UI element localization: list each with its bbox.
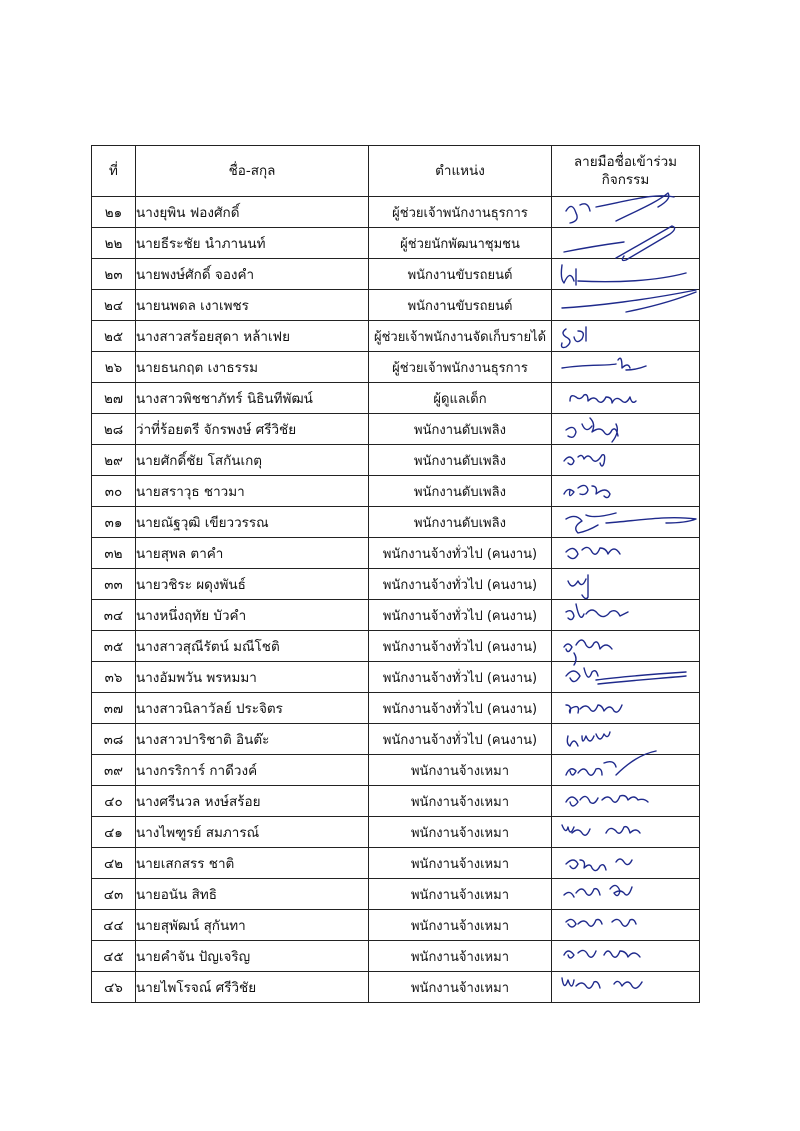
table-row (92, 569, 700, 600)
row-number: ๒๘ (92, 414, 136, 445)
row-signature-cell (552, 538, 700, 569)
row-signature-cell (552, 848, 700, 879)
row-signature-cell (552, 879, 700, 910)
row-number: ๒๙ (92, 445, 136, 476)
row-position: พนักงานจ้างทั่วไป (คนงาน) (369, 662, 552, 693)
row-full-name: นายวชิระ ผดุงพันธ์ (136, 569, 369, 600)
row-position: พนักงานดับเพลิง (369, 414, 552, 445)
row-signature-cell (552, 476, 700, 507)
row-number: ๓๑ (92, 507, 136, 538)
row-full-name: นางสาวสุณีรัตน์ มณีโชติ (136, 631, 369, 662)
row-number: ๓๖ (92, 662, 136, 693)
table-row (92, 972, 700, 1003)
row-full-name: นายศักดิ์ชัย โสกันเกตุ (136, 445, 369, 476)
row-position: ผู้ดูแลเด็ก (369, 383, 552, 414)
row-position: พนักงานจ้างทั่วไป (คนงาน) (369, 693, 552, 724)
row-number: ๓๔ (92, 600, 136, 631)
table-row (92, 352, 700, 383)
header-no: ที่ (92, 146, 136, 197)
row-full-name: นายไพโรจณ์ ศรีวิชัย (136, 972, 369, 1003)
row-number: ๒๗ (92, 383, 136, 414)
row-signature-cell (552, 724, 700, 755)
table-row (92, 445, 700, 476)
row-number: ๓๒ (92, 538, 136, 569)
table-header-row (92, 146, 700, 197)
row-signature-cell (552, 445, 700, 476)
row-number: ๒๑ (92, 197, 136, 228)
row-number: ๔๒ (92, 848, 136, 879)
row-number: ๔๐ (92, 786, 136, 817)
row-signature-cell (552, 321, 700, 352)
row-full-name: นางหนึ่งฤทัย บัวคำ (136, 600, 369, 631)
row-full-name: นางอัมพวัน พรหมมา (136, 662, 369, 693)
row-number: ๓๓ (92, 569, 136, 600)
row-signature-cell (552, 786, 700, 817)
row-number: ๒๓ (92, 259, 136, 290)
row-full-name: นายสุพัฒน์ สุกันทา (136, 910, 369, 941)
table-row (92, 631, 700, 662)
row-position: พนักงานจ้างทั่วไป (คนงาน) (369, 631, 552, 662)
row-signature-cell (552, 352, 700, 383)
row-number: ๒๔ (92, 290, 136, 321)
row-number: ๔๑ (92, 817, 136, 848)
table-row (92, 383, 700, 414)
row-signature-cell (552, 600, 700, 631)
row-number: ๔๔ (92, 910, 136, 941)
row-position: พนักงานจ้างเหมา (369, 972, 552, 1003)
table-body (92, 197, 700, 1003)
row-full-name: นายคำจัน ปัญเจริญ (136, 941, 369, 972)
row-signature-cell (552, 693, 700, 724)
row-full-name: นายธนกฤต เงาธรรม (136, 352, 369, 383)
row-full-name: นายพงษ์ศักดิ์ จองคำ (136, 259, 369, 290)
table-row (92, 321, 700, 352)
row-position: พนักงานจ้างทั่วไป (คนงาน) (369, 569, 552, 600)
row-position: ผู้ช่วยเจ้าพนักงานธุรการ (369, 352, 552, 383)
row-signature-cell (552, 910, 700, 941)
row-signature-cell (552, 631, 700, 662)
row-full-name: นางสาวสร้อยสุดา หล้าเฟย (136, 321, 369, 352)
row-full-name: นายสราวุธ ชาวมา (136, 476, 369, 507)
table-row (92, 848, 700, 879)
row-number: ๓๘ (92, 724, 136, 755)
row-full-name: นางยุพิน ฟองศักดิ์ (136, 197, 369, 228)
row-position: ผู้ช่วยเจ้าพนักงานธุรการ (369, 197, 552, 228)
table-row (92, 538, 700, 569)
row-full-name: นางกรริการ์ กาดีวงค์ (136, 755, 369, 786)
row-signature-cell (552, 383, 700, 414)
row-signature-cell (552, 755, 700, 786)
row-full-name: นางสาวนิลาวัลย์ ประจิตร (136, 693, 369, 724)
row-signature-cell (552, 259, 700, 290)
row-full-name: นางสาวพิชชาภัทร์ นิธินทีพัฒน์ (136, 383, 369, 414)
row-signature-cell (552, 817, 700, 848)
row-signature-cell (552, 662, 700, 693)
table-row (92, 786, 700, 817)
header-position: ตำแหน่ง (369, 146, 552, 197)
row-full-name: นางไพฑูรย์ สมภารณ์ (136, 817, 369, 848)
header-signature-line2: กิจกรรม (601, 172, 650, 188)
table-row (92, 476, 700, 507)
attendance-table (91, 145, 700, 1003)
row-signature-cell (552, 290, 700, 321)
row-position: พนักงานจ้างทั่วไป (คนงาน) (369, 600, 552, 631)
table-row (92, 228, 700, 259)
row-number: ๒๖ (92, 352, 136, 383)
row-number: ๒๕ (92, 321, 136, 352)
table-row (92, 507, 700, 538)
table-row (92, 724, 700, 755)
row-signature-cell (552, 569, 700, 600)
row-full-name: นายณัฐวุฒิ เขียววรรณ (136, 507, 369, 538)
row-number: ๔๕ (92, 941, 136, 972)
table-row (92, 600, 700, 631)
table-row (92, 259, 700, 290)
row-position: พนักงานจ้างทั่วไป (คนงาน) (369, 538, 552, 569)
table-row (92, 879, 700, 910)
row-position: พนักงานจ้างเหมา (369, 910, 552, 941)
row-position: พนักงานจ้างเหมา (369, 879, 552, 910)
row-signature-cell (552, 414, 700, 445)
row-position: ผู้ช่วยเจ้าพนักงานจัดเก็บรายได้ (369, 321, 552, 352)
row-position: พนักงานจ้างเหมา (369, 786, 552, 817)
row-signature-cell (552, 941, 700, 972)
row-position: พนักงานจ้างเหมา (369, 848, 552, 879)
table-row (92, 290, 700, 321)
table-row (92, 693, 700, 724)
row-position: พนักงานขับรถยนต์ (369, 259, 552, 290)
row-number: ๒๒ (92, 228, 136, 259)
row-position: ผู้ช่วยนักพัฒนาชุมชน (369, 228, 552, 259)
row-number: ๔๖ (92, 972, 136, 1003)
row-position: พนักงานจ้างเหมา (369, 817, 552, 848)
table-row (92, 755, 700, 786)
table-row (92, 817, 700, 848)
row-position: พนักงานจ้างเหมา (369, 755, 552, 786)
row-signature-cell (552, 507, 700, 538)
row-position: พนักงานดับเพลิง (369, 507, 552, 538)
table-row (92, 941, 700, 972)
row-position: พนักงานจ้างเหมา (369, 941, 552, 972)
row-full-name: นายสุพล ตาคำ (136, 538, 369, 569)
row-position: พนักงานดับเพลิง (369, 476, 552, 507)
row-full-name: นางสาวปาริชาติ อินต๊ะ (136, 724, 369, 755)
table-row (92, 414, 700, 445)
row-position: พนักงานจ้างทั่วไป (คนงาน) (369, 724, 552, 755)
row-position: พนักงานขับรถยนต์ (369, 290, 552, 321)
row-signature-cell (552, 972, 700, 1003)
header-name: ชื่อ-สกุล (136, 146, 369, 197)
row-full-name: นายอนัน สิทธิ (136, 879, 369, 910)
row-signature-cell (552, 228, 700, 259)
row-position: พนักงานดับเพลิง (369, 445, 552, 476)
row-signature-cell (552, 197, 700, 228)
row-number: ๓๗ (92, 693, 136, 724)
row-number: ๓๐ (92, 476, 136, 507)
row-full-name: นายเสกสรร ชาติ (136, 848, 369, 879)
row-full-name: นายธีระชัย นำภานนท์ (136, 228, 369, 259)
table-row (92, 662, 700, 693)
row-full-name: ว่าที่ร้อยตรี จักรพงษ์ ศรีวิชัย (136, 414, 369, 445)
row-full-name: นางศรีนวล หงษ์สร้อย (136, 786, 369, 817)
header-signature-line1: ลายมือชื่อเข้าร่วม (573, 154, 678, 170)
handwritten-signature (552, 968, 702, 1006)
table-row (92, 197, 700, 228)
row-number: ๓๕ (92, 631, 136, 662)
table-row (92, 910, 700, 941)
header-signature (552, 146, 700, 197)
row-number: ๓๙ (92, 755, 136, 786)
row-full-name: นายนพดล เงาเพชร (136, 290, 369, 321)
row-number: ๔๓ (92, 879, 136, 910)
